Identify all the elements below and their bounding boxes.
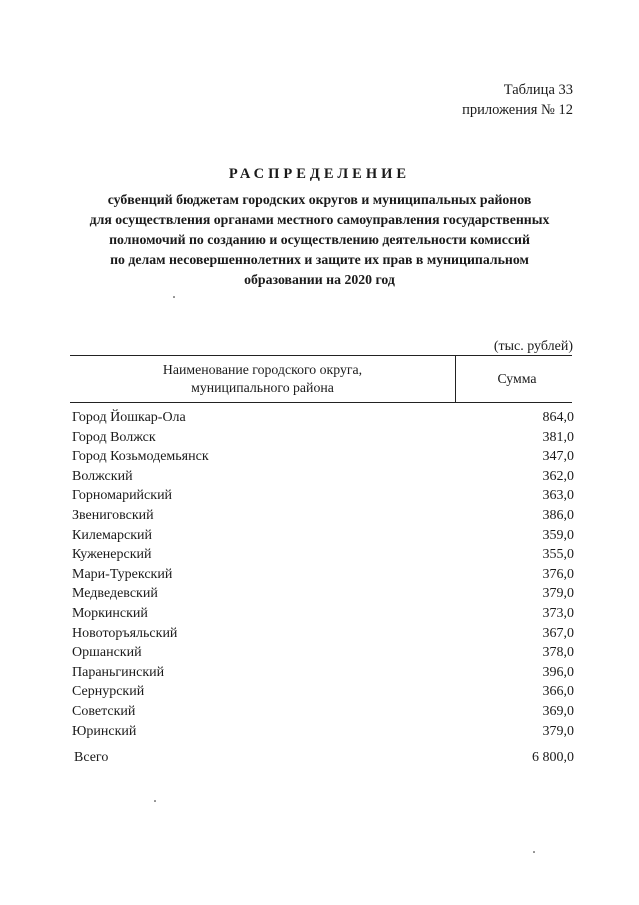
table-row <box>72 565 574 585</box>
subtitle-line: образовании на 2020 год <box>244 272 395 287</box>
row-name: Город Козьмодемьянск <box>72 449 209 465</box>
row-name: Мари-Турекский <box>72 566 173 582</box>
row-value: 864,0 <box>542 410 574 425</box>
total-label: Всего <box>74 750 109 765</box>
row-name: Город Йошкар-Ола <box>72 410 186 425</box>
row-value: 396,0 <box>542 664 574 680</box>
row-name: Юринский <box>72 723 137 739</box>
table-row <box>72 408 574 428</box>
table-row <box>72 604 574 624</box>
row-name: Горномарийский <box>72 488 173 504</box>
row-value: 376,0 <box>542 566 574 582</box>
table-row <box>72 584 574 604</box>
column-header-name-line2: муниципального района <box>191 380 334 395</box>
table-row <box>72 526 574 546</box>
table-row <box>72 447 574 467</box>
table-row <box>72 722 574 742</box>
row-name: Килемарский <box>72 527 153 543</box>
row-value: 373,0 <box>542 605 574 621</box>
row-name: Волжский <box>72 468 133 484</box>
row-value: 386,0 <box>542 507 574 523</box>
table-header <box>70 355 572 403</box>
subtitle-line: полномочий по созданию и осуществлению деятельности комиссий <box>109 232 530 247</box>
scan-speck <box>173 296 175 298</box>
row-value: 362,0 <box>542 468 574 484</box>
table-body <box>72 408 574 741</box>
table-row <box>72 467 574 487</box>
row-value: 379,0 <box>542 723 574 739</box>
row-value: 355,0 <box>542 547 574 563</box>
row-value: 367,0 <box>542 625 574 641</box>
table-row <box>72 428 574 448</box>
row-name: Медведевский <box>72 586 158 602</box>
row-value: 359,0 <box>542 527 574 543</box>
row-value: 369,0 <box>542 703 574 719</box>
column-header-name-line1: Наименование городского округа, <box>162 362 363 377</box>
row-value: 347,0 <box>542 449 574 465</box>
column-header-sum: Сумма <box>497 371 537 386</box>
row-value: 378,0 <box>542 645 574 661</box>
row-name: Звениговский <box>72 507 154 523</box>
table-row <box>72 624 574 644</box>
column-header-name <box>70 356 456 402</box>
scan-speck <box>154 800 156 802</box>
table-number: Таблица 33 <box>503 82 573 98</box>
row-name: Куженерский <box>72 547 152 563</box>
row-value: 381,0 <box>542 429 574 445</box>
table-row <box>72 702 574 722</box>
row-value: 366,0 <box>542 684 574 700</box>
table-reference <box>462 80 573 120</box>
row-name: Оршанский <box>72 645 142 661</box>
table-row <box>72 506 574 526</box>
total-row <box>74 748 574 768</box>
row-name: Параньгинский <box>72 664 165 680</box>
subtitle-line: по делам несовершеннолетних и защите их прав в муниципальном <box>110 252 529 267</box>
row-name: Моркинский <box>72 605 148 621</box>
scan-speck <box>533 851 535 853</box>
row-value: 379,0 <box>542 586 574 602</box>
row-name: Новоторъяльский <box>72 625 178 641</box>
row-name: Советский <box>72 703 136 719</box>
row-name: Город Волжск <box>72 429 156 445</box>
subtitle-line: для осуществления органами местного самоуправления государственных <box>89 212 550 227</box>
subtitle-line: субвенций бюджетам городских округов и муниципальных районов <box>107 192 532 207</box>
total-value: 6 800,0 <box>532 750 574 765</box>
row-value: 363,0 <box>542 488 574 504</box>
row-name: Сернурский <box>72 684 145 700</box>
appendix-number: приложения № 12 <box>462 102 573 118</box>
table-row <box>72 643 574 663</box>
table-row <box>72 486 574 506</box>
table-row <box>72 682 574 702</box>
table-row <box>72 545 574 565</box>
document-title: РАСПРЕДЕЛЕНИЕ <box>228 166 411 182</box>
document-subtitle <box>60 190 579 290</box>
table-row <box>72 663 574 683</box>
units-label: (тыс. рублей) <box>493 339 573 354</box>
